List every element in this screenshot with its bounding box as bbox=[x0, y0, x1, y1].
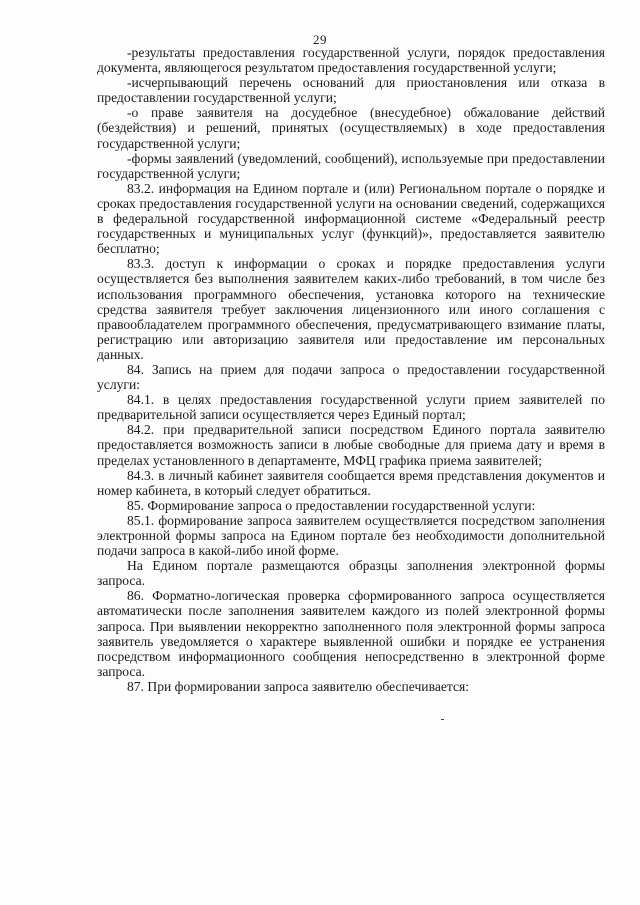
paragraph-form-samples: На Едином портале размещаются образцы заполнения электронной формы запроса. bbox=[97, 558, 605, 589]
paragraph-86: 86. Форматно-логическая проверка сформированного запроса осуществляется автоматически после заполнения заявителем каждого из полей электронной формы запроса. При выявлении некорректно заполненного поля электронной формы запроса заявитель уведомляется о характере выявленной ошибки и порядке ее устранения посредством информационного сообщения непосредственно в электронной форме запроса. bbox=[97, 588, 605, 679]
paragraph-85-1: 85.1. формирование запроса заявителем осуществляется посредством заполнения электронной формы запроса на Едином портале без необходимости дополнительной подачи запроса в какой-либо иной форме. bbox=[97, 512, 605, 559]
paragraph-84-3: 84.3. в личный кабинет заявителя сообщается время представления документов и номер кабинета, в который следует обратиться. bbox=[97, 467, 605, 498]
document-body bbox=[97, 45, 605, 694]
paragraph-83-3: 83.3. доступ к информации о сроках и порядке предоставления услуги осуществляется без выполнения заявителем каких-либо требований, в том числе без использования программного обеспечения, установка которого на технические средства заявителя требует заключения лицензионного или иного соглашения с правообладателем программного обеспечения, предусматривающего взимание платы, регистрацию или авторизацию заявителя или предоставление им персональных данных. bbox=[97, 256, 605, 362]
paragraph-application-forms: -формы заявлений (уведомлений, сообщений), используемые при предоставлении государственной услуги; bbox=[97, 150, 605, 181]
paragraph-84: 84. Запись на прием для подачи запроса о предоставлении государственной услуги: bbox=[97, 361, 605, 393]
paragraph-85: 85. Формирование запроса о предоставлении государственной услуги: bbox=[127, 497, 536, 513]
paragraph-83-2: 83.2. информация на Едином портале и (или) Региональном портале о порядке и сроках предоставления государственной услуги на основании сведений, содержащихся в федеральной государственной информационной системе «Федеральный реестр государственных и муниципальных услуг (функций)», предоставляется заявителю бесплатно; bbox=[97, 180, 605, 257]
scan-speck bbox=[441, 719, 444, 720]
paragraph-87: 87. При формировании запроса заявителю обеспечивается: bbox=[127, 678, 470, 694]
paragraph-84-2: 84.2. при предварительной записи посредством Единого портала заявителю предоставляется возможность записи в любые свободные для приема дату и время в пределах установленного в департаменте, МФЦ графика приема заявителей; bbox=[97, 422, 605, 468]
paragraph-results: -результаты предоставления государственной услуги, порядок предоставления документа, являющегося результатом предоставления государственной услуги; bbox=[97, 45, 605, 76]
paragraph-refusal-grounds: -исчерпывающий перечень оснований для приостановления или отказа в предоставлении государственной услуги; bbox=[97, 75, 605, 106]
page-number: 29 bbox=[313, 32, 327, 47]
paragraph-appeal-right: -о праве заявителя на досудебное (внесудебное) обжалование действий (бездействия) и решений, принятых (осуществляемых) в ходе предоставления государственной услуги; bbox=[97, 105, 605, 151]
paragraph-84-1: 84.1. в целях предоставления государственной услуги прием заявителей по предварительной записи осуществляется через Единый портал; bbox=[97, 392, 605, 423]
